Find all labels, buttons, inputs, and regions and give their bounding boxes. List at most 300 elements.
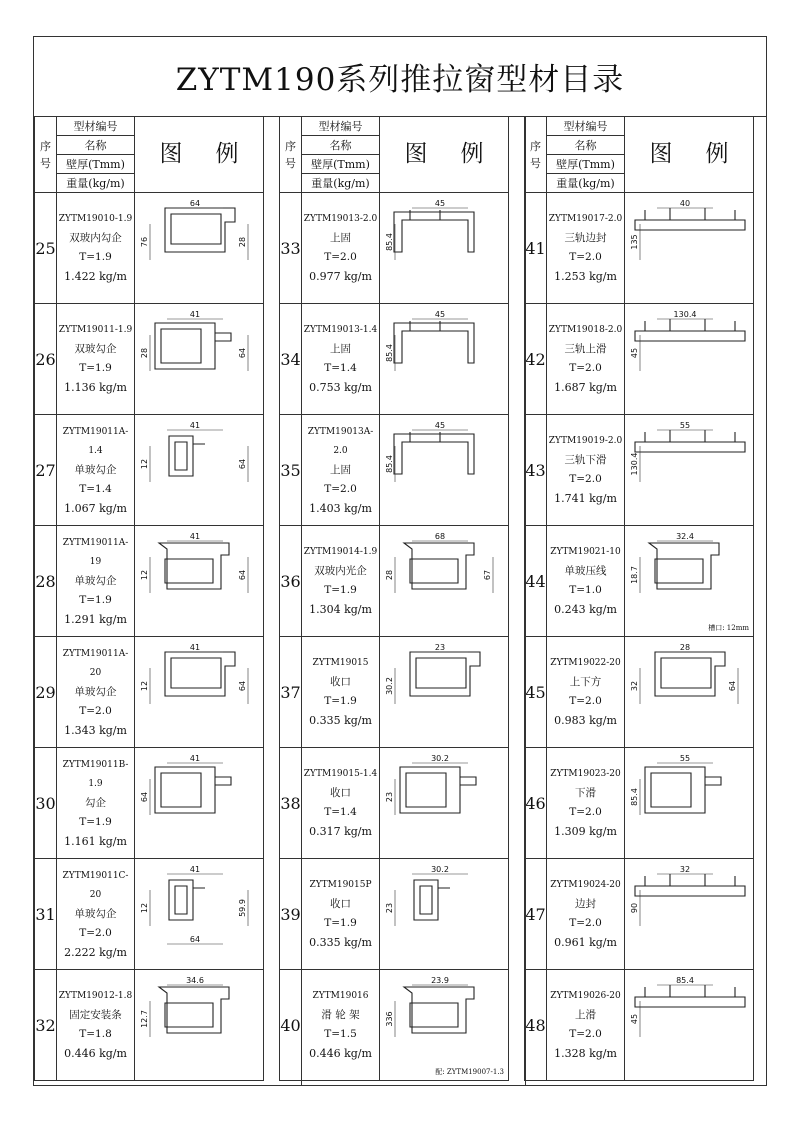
profile-name: 收口	[330, 898, 351, 910]
profile-row	[525, 415, 754, 526]
profile-path	[165, 208, 235, 252]
profile-outline	[635, 874, 745, 896]
profile-drawing-cell	[135, 970, 264, 1081]
dimension-label: 76	[140, 236, 149, 248]
profile-note: 槽口: 12mm	[708, 624, 749, 632]
profile-drawing	[380, 864, 508, 964]
dimension-label: 30.2	[385, 677, 394, 695]
row-number: 30	[35, 748, 57, 859]
profile-drawing-cell	[135, 859, 264, 970]
profile-name: 单玻勾企	[74, 685, 117, 698]
profile-name: 单玻勾企	[74, 463, 117, 476]
profile-outline	[155, 767, 231, 813]
profile-info	[57, 859, 135, 970]
dimension-label: 85.4	[676, 976, 694, 985]
profile-weight: 0.446 kg/m	[64, 1047, 127, 1060]
dimension-label: 18.7	[630, 566, 639, 584]
profile-outline	[165, 652, 235, 696]
profile-code: ZYTM19013A-2.0	[307, 426, 374, 456]
profile-weight: 1.687 kg/m	[554, 381, 617, 394]
profile-row	[280, 415, 509, 526]
dimension-label: 67	[483, 569, 492, 581]
dimension-label: 59.9	[238, 899, 247, 917]
profile-row	[525, 970, 754, 1081]
header-index: 序号	[35, 117, 57, 193]
profile-code: ZYTM19010-1.9	[58, 214, 133, 224]
profile-weight: 1.161 kg/m	[64, 834, 127, 848]
profile-code: ZYTM19021-10	[550, 547, 621, 557]
profile-drawing	[135, 975, 263, 1075]
profile-code: ZYTM19015P	[309, 880, 372, 890]
profile-thickness: T=1.5	[324, 1028, 357, 1040]
profile-thickness: T=2.0	[569, 917, 602, 929]
header-code: 型材编号	[302, 117, 380, 136]
profile-path	[635, 430, 745, 452]
profile-thickness: T=1.9	[79, 815, 112, 828]
profile-thickness: T=1.9	[324, 917, 357, 929]
header-index: 序号	[280, 117, 302, 193]
profile-weight: 1.304 kg/m	[309, 603, 372, 616]
dimension-label: 30.2	[431, 865, 449, 874]
row-number: 45	[525, 637, 547, 748]
catalog-column	[279, 116, 508, 1086]
profile-code: ZYTM19015	[312, 658, 369, 668]
profile-weight: 2.222 kg/m	[64, 945, 127, 959]
profile-thickness: T=2.0	[569, 1028, 602, 1040]
profile-drawing-cell	[135, 526, 264, 637]
dimension-label: 55	[679, 421, 691, 430]
profile-path	[649, 543, 719, 589]
profile-info	[302, 637, 380, 748]
profile-name: 收口	[330, 676, 351, 688]
profile-thickness: T=1.9	[324, 584, 357, 596]
profile-outline	[635, 319, 745, 341]
profile-path	[165, 652, 235, 696]
profile-drawing	[625, 642, 753, 742]
profile-name: 双玻内勾企	[69, 232, 122, 244]
row-number: 38	[280, 748, 302, 859]
profile-weight: 1.309 kg/m	[554, 825, 617, 838]
profile-path	[414, 880, 450, 920]
profile-weight: 0.335 kg/m	[309, 714, 372, 727]
profile-path	[635, 208, 745, 230]
profile-info	[547, 415, 625, 526]
profile-outline	[414, 880, 450, 920]
profile-weight: 0.753 kg/m	[309, 381, 372, 394]
dimension-label: 32	[679, 865, 691, 874]
profile-outline	[635, 430, 745, 452]
profile-name: 单玻压线	[564, 565, 607, 577]
profile-name: 上固	[330, 232, 351, 244]
header-name: 名称	[302, 136, 380, 155]
profile-code: ZYTM19013-1.4	[303, 325, 378, 335]
profile-weight: 0.977 kg/m	[309, 270, 372, 283]
profile-drawing	[625, 864, 753, 964]
profile-info	[57, 748, 135, 859]
profile-drawing-cell	[135, 304, 264, 415]
dimension-label: 64	[238, 458, 247, 470]
profile-path	[169, 436, 205, 476]
profile-name: 上固	[330, 463, 351, 476]
profile-info	[547, 637, 625, 748]
catalog-column	[34, 116, 263, 1086]
profile-code: ZYTM19017-2.0	[548, 214, 623, 224]
header-figure-a: 图	[159, 141, 183, 167]
dimension-label: 12	[140, 680, 149, 692]
profile-row	[35, 304, 264, 415]
profile-outline	[159, 543, 229, 589]
profile-name: 固定安装条	[69, 1009, 122, 1021]
dimension-label: 55	[679, 754, 691, 763]
profile-path	[410, 652, 480, 696]
profile-outline	[400, 767, 476, 813]
profile-weight: 0.335 kg/m	[309, 936, 372, 949]
dimension-label: 64	[189, 935, 201, 944]
profile-thickness: T=2.0	[569, 806, 602, 818]
profile-row	[35, 415, 264, 526]
dimension-label: 45	[630, 1013, 639, 1025]
dimension-label: 23	[385, 791, 394, 803]
profile-drawing-cell	[625, 859, 754, 970]
row-number: 37	[280, 637, 302, 748]
profile-drawing-cell	[380, 970, 509, 1081]
row-number: 46	[525, 748, 547, 859]
profile-drawing-cell	[135, 637, 264, 748]
dimension-label: 41	[189, 643, 201, 652]
profile-name: 单玻勾企	[74, 574, 117, 587]
profile-drawing	[135, 531, 263, 631]
profile-path	[645, 767, 721, 813]
profile-outline	[645, 767, 721, 813]
profile-info	[57, 526, 135, 637]
profile-path	[155, 323, 231, 369]
dimension-label: 32	[630, 680, 639, 692]
profile-name: 三轨边封	[564, 232, 607, 244]
header-code: 型材编号	[57, 117, 135, 136]
header-thickness: 壁厚(Tmm)	[547, 155, 625, 174]
profile-code: ZYTM19011A-19	[62, 537, 129, 567]
profile-drawing	[135, 309, 263, 409]
dimension-label: 41	[189, 865, 201, 874]
profile-info	[57, 304, 135, 415]
profile-drawing-cell	[380, 859, 509, 970]
profile-thickness: T=2.0	[569, 695, 602, 707]
profile-drawing	[625, 420, 753, 520]
profile-row	[525, 748, 754, 859]
dimension-label: 45	[434, 199, 446, 208]
profile-name: 滑 轮 架	[321, 1009, 360, 1021]
profile-outline	[159, 987, 229, 1033]
profile-thickness: T=1.8	[79, 1028, 112, 1040]
profile-drawing	[380, 753, 508, 853]
header-figure-a: 图	[649, 141, 673, 167]
profile-info	[547, 526, 625, 637]
profile-thickness: T=1.4	[324, 362, 357, 374]
dimension-label: 28	[385, 569, 394, 581]
profile-path	[159, 987, 229, 1033]
row-number: 43	[525, 415, 547, 526]
profile-info	[302, 415, 380, 526]
profile-weight: 1.067 kg/m	[64, 501, 127, 515]
header-figure-b: 例	[705, 141, 729, 167]
profile-name: 上下方	[569, 676, 602, 688]
profile-drawing-cell	[380, 304, 509, 415]
profile-outline	[394, 210, 474, 252]
profile-code: ZYTM19011A-1.4	[62, 426, 129, 456]
header-figure-a: 图	[404, 141, 428, 167]
profile-row	[280, 193, 509, 304]
profile-drawing-cell	[135, 415, 264, 526]
row-number: 28	[35, 526, 57, 637]
profile-drawing-cell	[380, 748, 509, 859]
row-number: 27	[35, 415, 57, 526]
dimension-label: 336	[385, 1011, 394, 1027]
profile-drawing	[380, 975, 508, 1075]
profile-path	[655, 652, 725, 696]
dimension-label: 68	[434, 532, 446, 541]
profile-drawing	[135, 198, 263, 298]
profile-drawing	[135, 753, 263, 853]
profile-drawing	[625, 975, 753, 1075]
dimension-label: 28	[679, 643, 691, 652]
profile-row	[35, 526, 264, 637]
profile-drawing	[625, 309, 753, 409]
profile-drawing	[380, 309, 508, 409]
profile-path	[635, 874, 745, 896]
dimension-label: 64	[189, 199, 201, 208]
profile-code: ZYTM19016	[312, 991, 369, 1001]
dimension-label: 45	[630, 347, 639, 359]
dimension-label: 85.4	[630, 788, 639, 806]
column-divider	[301, 116, 302, 1086]
profile-info	[302, 970, 380, 1081]
profile-code: ZYTM19022-20	[550, 658, 621, 668]
profile-path	[159, 543, 229, 589]
profile-code: ZYTM19011-1.9	[58, 325, 133, 335]
dimension-label: 64	[238, 347, 247, 359]
dimension-label: 28	[140, 347, 149, 359]
profile-drawing-cell	[380, 637, 509, 748]
profile-code: ZYTM19013-2.0	[303, 214, 378, 224]
dimension-label: 41	[189, 310, 201, 319]
profile-row	[35, 970, 264, 1081]
profile-drawing-cell	[625, 970, 754, 1081]
profile-outline	[165, 208, 235, 252]
row-number: 39	[280, 859, 302, 970]
profile-note: 配: ZYTM19007-1.3	[435, 1068, 504, 1076]
profile-outline	[394, 432, 474, 474]
catalog-table	[524, 116, 754, 1081]
profile-drawing-cell	[380, 526, 509, 637]
profile-path	[394, 321, 474, 363]
dimension-label: 64	[238, 680, 247, 692]
dimension-label: 28	[238, 236, 247, 248]
profile-weight: 0.243 kg/m	[554, 603, 617, 616]
header-index: 序号	[525, 117, 547, 193]
profile-code: ZYTM19026-20	[550, 991, 621, 1001]
dimension-label: 12	[140, 902, 149, 914]
profile-thickness: T=2.0	[324, 482, 357, 495]
dimension-label: 45	[434, 310, 446, 319]
row-number: 26	[35, 304, 57, 415]
header-figure	[380, 117, 509, 193]
profile-path	[635, 319, 745, 341]
header-thickness: 壁厚(Tmm)	[302, 155, 380, 174]
profile-row	[280, 748, 509, 859]
profile-info	[302, 304, 380, 415]
catalog-table	[34, 116, 264, 1081]
profile-code: ZYTM19011A-20	[62, 648, 129, 678]
profile-row	[280, 304, 509, 415]
profile-weight: 0.983 kg/m	[554, 714, 617, 727]
profile-row	[280, 970, 509, 1081]
profile-name: 单玻勾企	[74, 907, 117, 920]
profile-info	[57, 415, 135, 526]
profile-row	[525, 526, 754, 637]
header-thickness: 壁厚(Tmm)	[57, 155, 135, 174]
dimension-label: 85.4	[385, 233, 394, 251]
dimension-label: 90	[630, 902, 639, 914]
profile-thickness: T=2.0	[569, 362, 602, 374]
dimension-label: 32.4	[676, 532, 694, 541]
dimension-label: 30.2	[431, 754, 449, 763]
profile-thickness: T=1.4	[324, 806, 357, 818]
profile-name: 上固	[330, 343, 351, 355]
dimension-label: 85.4	[385, 455, 394, 473]
profile-weight: 1.343 kg/m	[64, 723, 127, 737]
header-name: 名称	[547, 136, 625, 155]
row-number: 32	[35, 970, 57, 1081]
dimension-label: 130.4	[673, 310, 697, 319]
profile-thickness: T=1.4	[79, 482, 112, 495]
row-number: 34	[280, 304, 302, 415]
profile-name: 双玻内光企	[314, 565, 367, 577]
dimension-label: 85.4	[385, 344, 394, 362]
profile-info	[302, 193, 380, 304]
profile-info	[547, 859, 625, 970]
profile-weight: 1.253 kg/m	[554, 270, 617, 283]
dimension-label: 41	[189, 421, 201, 430]
profile-path	[169, 880, 205, 920]
profile-code: ZYTM19024-20	[550, 880, 621, 890]
profile-info	[57, 193, 135, 304]
profile-outline	[404, 543, 474, 589]
profile-path	[404, 543, 474, 589]
profile-name: 三轨上滑	[564, 343, 607, 355]
profile-thickness: T=2.0	[569, 473, 602, 485]
header-name: 名称	[57, 136, 135, 155]
dimension-label: 64	[238, 569, 247, 581]
header-figure	[625, 117, 754, 193]
profile-outline	[394, 321, 474, 363]
profile-drawing-cell	[625, 193, 754, 304]
profile-row	[280, 526, 509, 637]
profile-drawing	[135, 420, 263, 520]
profile-thickness: T=1.9	[79, 251, 112, 263]
profile-weight: 1.741 kg/m	[554, 492, 617, 505]
dimension-label: 40	[679, 199, 691, 208]
profile-weight: 1.403 kg/m	[309, 501, 372, 515]
dimension-label: 12.7	[140, 1010, 149, 1028]
profile-outline	[404, 987, 474, 1033]
profile-row	[35, 748, 264, 859]
profile-name: 收口	[330, 787, 351, 799]
row-number: 35	[280, 415, 302, 526]
row-number: 48	[525, 970, 547, 1081]
profile-path	[635, 985, 745, 1007]
profile-code: ZYTM19011B-1.9	[62, 759, 129, 789]
profile-info	[302, 748, 380, 859]
column-divider	[525, 116, 526, 1086]
profile-thickness: T=2.0	[324, 251, 357, 263]
catalog-sheet	[33, 36, 767, 1086]
profile-path	[394, 432, 474, 474]
profile-name: 边封	[575, 898, 596, 910]
row-number: 36	[280, 526, 302, 637]
profile-info	[547, 748, 625, 859]
dimension-label: 23	[385, 902, 394, 914]
dimension-label: 135	[630, 234, 639, 250]
dimension-label: 23	[434, 643, 446, 652]
header-code: 型材编号	[547, 117, 625, 136]
header-figure-b: 例	[460, 141, 484, 167]
profile-info	[57, 637, 135, 748]
profile-weight: 0.961 kg/m	[554, 936, 617, 949]
profile-drawing-cell	[135, 748, 264, 859]
profile-drawing-cell	[625, 304, 754, 415]
profile-info	[57, 970, 135, 1081]
dimension-label: 41	[189, 754, 201, 763]
dimension-label: 23.9	[431, 976, 449, 985]
profile-name: 勾企	[85, 796, 106, 809]
profile-thickness: T=1.9	[324, 695, 357, 707]
profile-outline	[169, 880, 205, 920]
profile-thickness: T=1.0	[569, 584, 602, 596]
profile-code: ZYTM19023-20	[550, 769, 621, 779]
profile-weight: 0.317 kg/m	[309, 825, 372, 838]
row-number: 25	[35, 193, 57, 304]
dimension-label: 41	[189, 532, 201, 541]
profile-info	[547, 304, 625, 415]
profile-outline	[169, 436, 205, 476]
profile-drawing	[380, 642, 508, 742]
profile-row	[280, 859, 509, 970]
profile-code: ZYTM19011C-20	[62, 870, 129, 900]
header-weight: 重量(kg/m)	[57, 174, 135, 193]
profile-thickness: T=2.0	[569, 251, 602, 263]
profile-drawing-cell	[625, 748, 754, 859]
profile-code: ZYTM19014-1.9	[303, 547, 378, 557]
dimension-label: 12	[140, 569, 149, 581]
profile-code: ZYTM19012-1.8	[58, 991, 133, 1001]
profile-drawing-cell	[625, 637, 754, 748]
row-number: 44	[525, 526, 547, 637]
profile-drawing-cell	[135, 193, 264, 304]
header-weight: 重量(kg/m)	[547, 174, 625, 193]
profile-row	[525, 304, 754, 415]
profile-name: 下滑	[575, 787, 596, 799]
profile-row	[525, 193, 754, 304]
profile-weight: 1.291 kg/m	[64, 612, 127, 626]
profile-outline	[635, 208, 745, 230]
profile-row	[525, 859, 754, 970]
profile-drawing	[625, 753, 753, 853]
profile-row	[525, 637, 754, 748]
profile-row	[35, 193, 264, 304]
header-figure-b: 例	[215, 141, 239, 167]
profile-drawing	[380, 420, 508, 520]
profile-outline	[635, 985, 745, 1007]
